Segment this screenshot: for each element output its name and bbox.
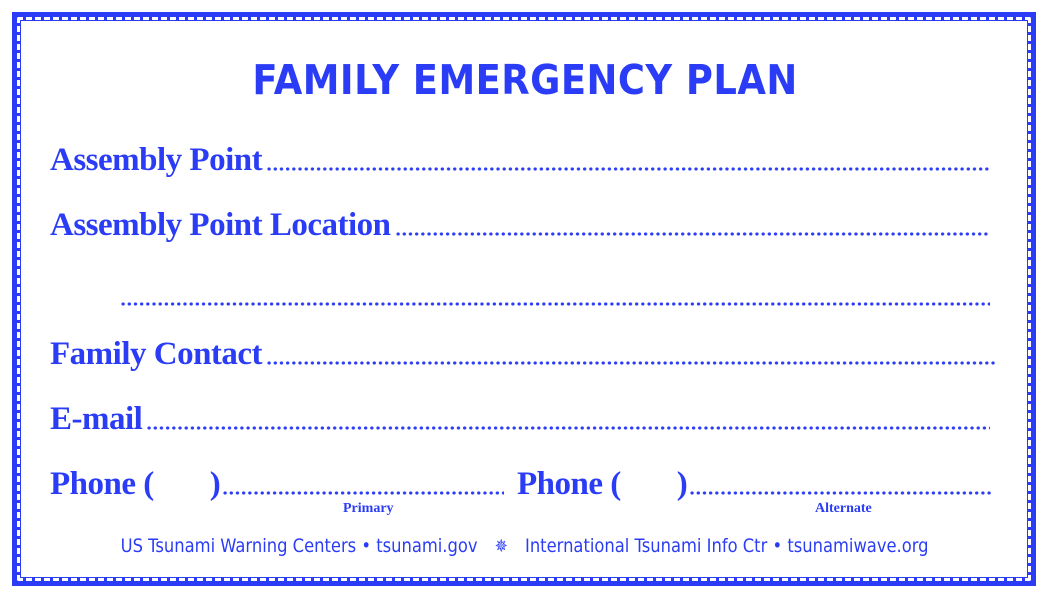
- family-contact-field[interactable]: [266, 361, 995, 365]
- footer: [73, 535, 976, 557]
- phone-primary-close-paren: ): [209, 466, 221, 502]
- assembly-point-location-field-2[interactable]: [120, 302, 990, 306]
- phone-primary-label: Phone (: [50, 466, 154, 502]
- phone-alternate-sublabel: Alternate: [815, 501, 872, 516]
- page-title: FAMILY EMERGENCY PLAN: [252, 56, 798, 104]
- assembly-point-location-row: [50, 207, 990, 244]
- footer-international-center: International Tsunami Info Ctr • tsunamiwave.org: [525, 535, 929, 557]
- phone-primary-number-field[interactable]: [222, 491, 504, 495]
- family-contact-row: [50, 336, 995, 373]
- email-label: E-mail: [50, 401, 143, 437]
- phone-alternate-number-field[interactable]: [689, 491, 992, 495]
- email-field[interactable]: [146, 426, 990, 430]
- assembly-point-row: [50, 142, 990, 179]
- compass-star-icon: ✵: [494, 536, 508, 557]
- footer-us-centers: US Tsunami Warning Centers • tsunami.gov: [120, 535, 478, 557]
- email-row: [50, 401, 990, 438]
- assembly-point-location-row-2: [116, 272, 990, 314]
- phone-primary-row: [50, 466, 504, 503]
- family-contact-label: Family Contact: [50, 336, 263, 372]
- phone-alternate-close-paren: ): [676, 466, 688, 502]
- phone-primary-sublabel: Primary: [343, 501, 394, 516]
- assembly-point-location-label: Assembly Point Location: [50, 207, 391, 243]
- assembly-point-label: Assembly Point: [50, 142, 263, 178]
- phone-alternate-label: Phone (: [517, 466, 621, 502]
- phone-alternate-row: [517, 466, 992, 503]
- assembly-point-location-field[interactable]: [395, 232, 990, 236]
- assembly-point-field[interactable]: [266, 167, 990, 171]
